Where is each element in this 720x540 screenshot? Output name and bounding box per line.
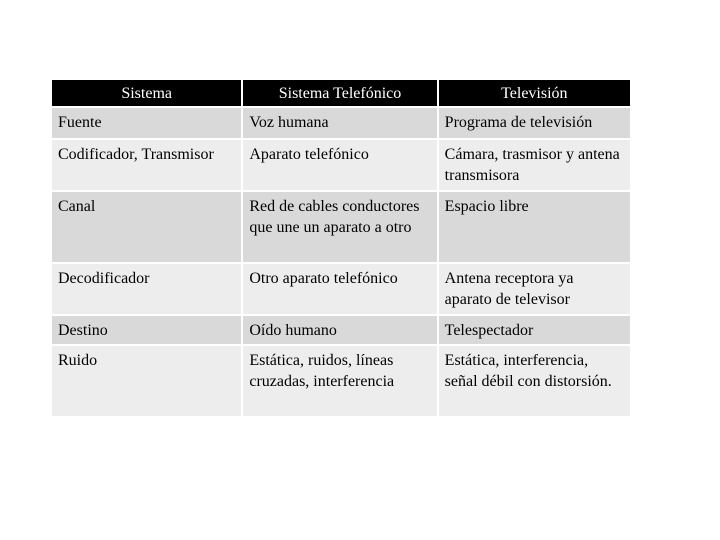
television-cell: Cámara, trasmisor y antena transmisora	[439, 140, 630, 190]
table-row	[52, 346, 630, 418]
table-header-row	[52, 80, 630, 108]
row-label: Codificador, Transmisor	[52, 140, 241, 190]
television-cell: Antena receptora ya aparato de televisor	[439, 264, 630, 314]
row-label: Canal	[52, 192, 241, 262]
header-sistema-telefonico: Sistema Telefónico	[243, 80, 436, 106]
header-sistema: Sistema	[52, 80, 241, 106]
comparison-table	[52, 80, 630, 418]
table-row	[52, 108, 630, 140]
row-label: Fuente	[52, 108, 241, 138]
television-cell: Espacio libre	[439, 192, 630, 262]
row-label: Decodificador	[52, 264, 241, 314]
row-label: Destino	[52, 316, 241, 344]
telephone-cell: Aparato telefónico	[243, 140, 436, 190]
table-row	[52, 264, 630, 316]
row-label: Ruido	[52, 346, 241, 416]
telephone-cell: Red de cables conductores que une un aparato a otro	[243, 192, 436, 262]
television-cell: Estática, interferencia, señal débil con distorsión.	[439, 346, 630, 416]
telephone-cell: Otro aparato telefónico	[243, 264, 436, 314]
table-row	[52, 140, 630, 192]
television-cell: Telespectador	[439, 316, 630, 344]
telephone-cell: Voz humana	[243, 108, 436, 138]
telephone-cell: Oído humano	[243, 316, 436, 344]
television-cell: Programa de televisión	[439, 108, 630, 138]
header-television: Televisión	[439, 80, 630, 106]
table-row	[52, 192, 630, 264]
telephone-cell: Estática, ruidos, líneas cruzadas, interferencia	[243, 346, 436, 416]
table-row	[52, 316, 630, 346]
